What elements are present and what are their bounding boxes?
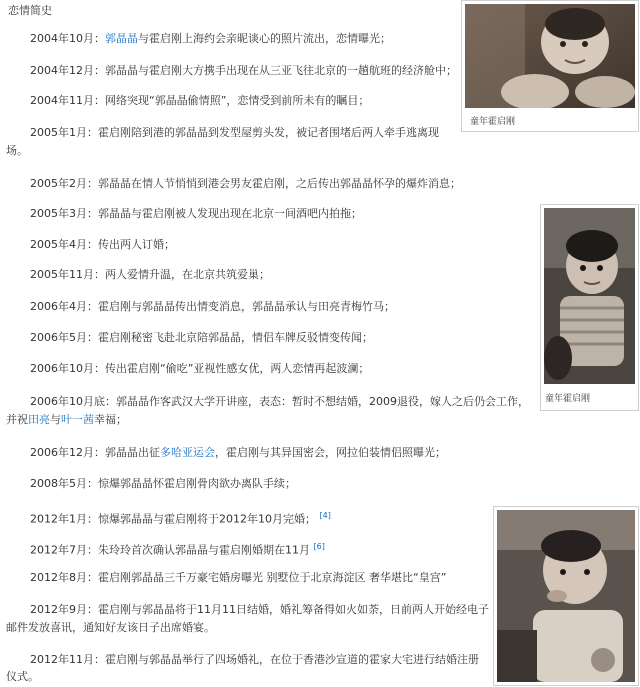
- entry-date: 2006年12月：: [30, 446, 105, 459]
- entry-text: 霍启刚秘密飞赴北京陪郭晶晶，情侣车牌反驳情变传闻；: [98, 331, 373, 344]
- list-item: [30, 475, 296, 493]
- entry-text: 与: [50, 413, 61, 426]
- entry-date: 2006年10月底：: [30, 395, 116, 408]
- list-item: [30, 205, 362, 223]
- list-item: [30, 175, 461, 193]
- entry-text: 并祝: [6, 413, 28, 426]
- entry-date: 2004年12月：: [30, 64, 105, 77]
- entry-text: 惊爆郭晶晶与霍启刚将于2012年10月完婚；: [98, 512, 316, 526]
- entry-text: 场。: [6, 144, 28, 157]
- list-item: [30, 507, 331, 529]
- entry-text: 惊爆郭晶晶怀霍启刚骨肉欲办离队手续；: [98, 477, 296, 490]
- entry-date: 2005年3月：: [30, 207, 98, 220]
- entry-text: 仪式。: [6, 670, 39, 683]
- list-item-continuation: [6, 411, 127, 429]
- entry-text: 霍启刚与郭晶晶传出情变消息，郭晶晶承认与田亮青梅竹马；: [98, 300, 395, 313]
- entry-text: ，霍启刚与其异国密会，网拉伯装情侣照曝光；: [215, 446, 446, 459]
- entry-text: 郭晶晶在情人节悄悄到港会男友霍启刚，之后传出郭晶晶怀孕的爆炸消息；: [98, 177, 461, 190]
- entry-date: 2004年10月：: [30, 32, 105, 45]
- entry-text: 邮件发放喜讯，通知好友该日子出席婚宴。: [6, 621, 215, 634]
- entry-text: 传出两人订婚；: [98, 238, 175, 251]
- entry-text: 与霍启刚上海约会亲昵谈心的照片流出，恋情曝光；: [138, 32, 391, 45]
- list-item: [30, 393, 529, 411]
- list-item: [30, 124, 439, 142]
- entry-date: 2006年5月：: [30, 331, 98, 344]
- entry-date: 2005年4月：: [30, 238, 98, 251]
- entry-date: 2012年8月：: [30, 571, 98, 584]
- list-item: [30, 266, 270, 284]
- entry-date: 2012年9月：: [30, 603, 98, 616]
- photo-caption: 童年霍启刚: [545, 394, 591, 404]
- list-item: [30, 360, 369, 378]
- citation-link[interactable]: [4]: [319, 511, 331, 520]
- entry-date: 2005年1月：: [30, 126, 98, 139]
- list-item: [30, 62, 457, 80]
- entry-link[interactable]: 田亮: [28, 413, 50, 426]
- list-item-continuation: [6, 142, 28, 160]
- entry-date: 2008年5月：: [30, 477, 98, 490]
- child-photo-image: [544, 208, 635, 384]
- list-item: [30, 569, 446, 587]
- entry-date: 2006年4月：: [30, 300, 98, 313]
- page-title: 恋情简史: [8, 4, 52, 17]
- entry-text: 郭晶晶与霍启刚被人发现出现在北京一间酒吧内拍拖；: [98, 207, 362, 220]
- entry-date: 2005年2月：: [30, 177, 98, 190]
- entry-text: 传出霍启刚“偷吃”亚视性感女优，两人恋情再起波澜；: [105, 362, 370, 375]
- entry-text: 霍启刚陪到港的郭晶晶到发型屋剪头发，被记者围堵后两人牵手逃离现: [98, 126, 439, 139]
- entry-date: 2012年11月：: [30, 653, 105, 666]
- list-item: [30, 538, 325, 560]
- entry-link[interactable]: 叶一茜: [61, 413, 94, 426]
- list-item: [30, 651, 479, 669]
- entry-date: 2004年11月：: [30, 94, 105, 107]
- entry-link[interactable]: 郭晶晶: [105, 32, 138, 45]
- list-item-continuation: [6, 619, 215, 637]
- entry-text: 霍启刚郭晶晶三千万豪宅婚房曝光 别墅位于北京海淀区 奢华堪比“皇宫”: [98, 571, 447, 584]
- entry-text: 霍启刚与郭晶晶举行了四场婚礼，在位于香港沙宣道的霍家大宅进行结婚注册: [105, 653, 479, 666]
- list-item: [30, 298, 395, 316]
- photo-frame: [540, 204, 639, 411]
- entry-text: 幸福；: [94, 413, 127, 426]
- entry-text: 网络突现“郭晶晶偷情照”，恋情受到前所未有的瞩目；: [105, 94, 370, 107]
- list-item: [30, 30, 391, 48]
- list-item: [30, 236, 175, 254]
- entry-date: 2012年1月：: [30, 512, 98, 526]
- list-item-continuation: [6, 668, 39, 686]
- photo-frame: [493, 506, 639, 686]
- entry-text: 郭晶晶与霍启刚大方携手出现在从三亚飞往北京的一趟航班的经济舱中；: [105, 64, 457, 77]
- list-item: [30, 92, 369, 110]
- entry-text: 郭晶晶出征: [105, 446, 160, 459]
- entry-date: 2006年10月：: [30, 362, 105, 375]
- entry-text: 霍启刚与郭晶晶将于11月11日结婚，婚礼筹备得如火如荼，日前两人开始经电子: [98, 603, 489, 616]
- list-item: [30, 601, 489, 619]
- child-photo-image: [497, 510, 635, 682]
- list-item: [30, 329, 373, 347]
- entry-text: 两人爱情升温，在北京共筑爱巢；: [105, 268, 270, 281]
- citation-link[interactable]: [6]: [313, 542, 325, 551]
- entry-link[interactable]: 多哈亚运会: [160, 446, 215, 459]
- photo-caption: 童年霍启刚: [470, 117, 516, 127]
- entry-text: 郭晶晶作客武汉大学开讲座，表态：暂时不想结婚，2009退役，嫁人之后仍会工作，: [116, 395, 529, 408]
- entry-date: 2012年7月：: [30, 543, 98, 557]
- photo-frame: [461, 0, 639, 132]
- entry-text: 朱玲玲首次确认郭晶晶与霍启刚婚期在11月: [98, 543, 310, 557]
- child-photo-image: [465, 4, 635, 108]
- list-item: [30, 444, 446, 462]
- entry-date: 2005年11月：: [30, 268, 105, 281]
